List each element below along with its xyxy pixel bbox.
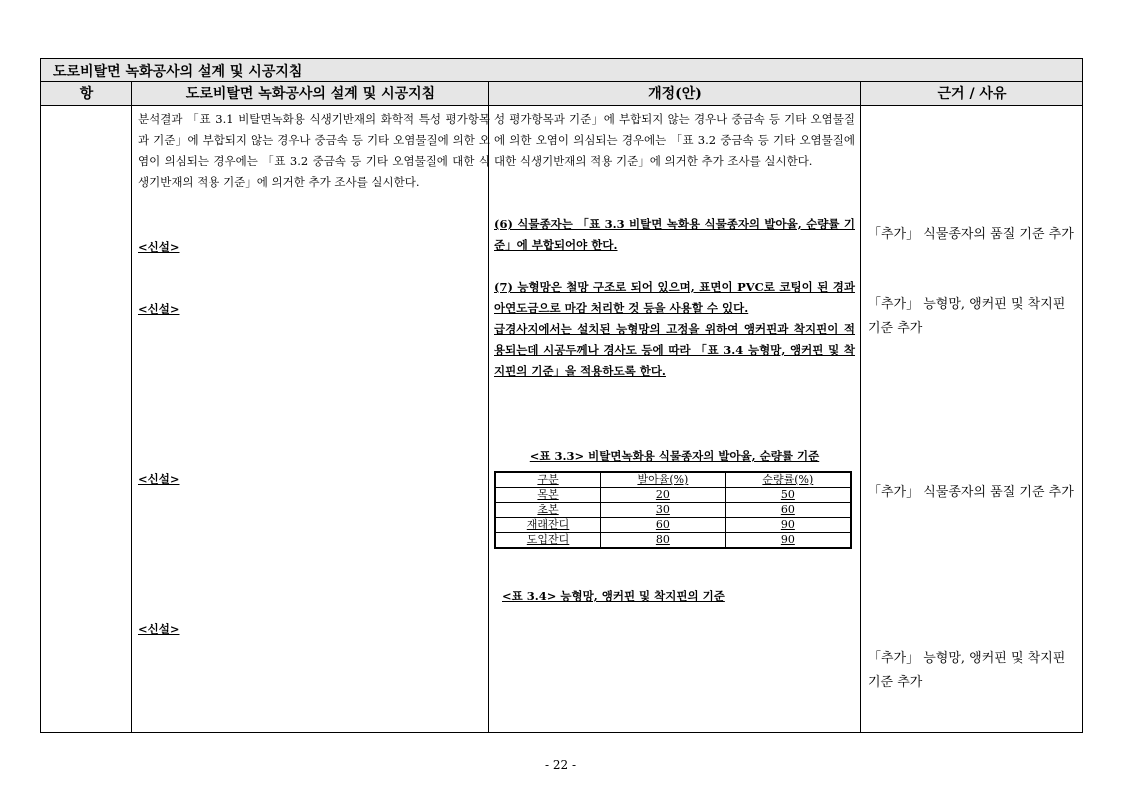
table-cell: 20	[601, 488, 726, 503]
table-cell: 도입잔디	[495, 533, 601, 549]
reason-text: 「추가」 능형망, 앵커핀 및 착지핀 기준 추가	[868, 297, 1066, 336]
table-3-3-title: <표 3.3> 비탈면녹화용 식물종자의 발아율, 순량률 기준	[529, 449, 820, 463]
table-cell: 50	[725, 488, 851, 503]
revision-table	[40, 58, 1083, 733]
reason-text: 「추가」 능형망, 앵커핀 및 착지핀 기준 추가	[868, 651, 1066, 690]
revision-item-6	[494, 214, 855, 256]
item-7-text: (7) 능형망은 철망 구조로 되어 있으며, 표면이 PVC로 코팅이 된 경과 아연도금으로 마감 처리한 것 등을 사용할 수 있다.	[494, 280, 855, 315]
table-3-4	[494, 586, 855, 607]
revision-item-7	[494, 277, 855, 382]
table-cell: 초본	[495, 503, 601, 518]
table-cell: 80	[601, 533, 726, 549]
revision-column	[494, 109, 855, 172]
table-caption: 도로비탈면 녹화공사의 설계 및 시공지침	[41, 59, 1082, 82]
seed-standard-table	[494, 471, 852, 549]
revision-paragraph: 성 평가항목과 기준」에 부합되지 않는 경우나 중금속 등 기타 오염물질에 의한 오염이 의심되는 경우에는 「표 3.2 중금속 등 기타 오염물질에 대한 식생기반재의 적용 기준」에 의거한 추가 조사를 실시한다.	[494, 112, 855, 168]
table-row	[495, 472, 851, 488]
item-7-anchor-text: 급경사지에서는 설치된 능형망의 고정을 위하여 앵커핀과 착지핀이 적용되는데 시공두께나 경사도 등에 따라 「표 3.4 능형망, 앵커핀 및 착지핀의 기준」을 적용하도록 한다.	[494, 322, 855, 378]
table-header-cell: 발아율(%)	[601, 472, 726, 488]
table-row	[495, 518, 851, 533]
header-item: 항	[79, 86, 94, 102]
column-divider	[860, 82, 861, 732]
header-revision: 개정(안)	[648, 86, 702, 102]
table-3-4-title: <표 3.4> 능형망, 앵커핀 및 착지핀의 기준	[502, 589, 725, 603]
table-cell: 목본	[495, 488, 601, 503]
table-row	[495, 488, 851, 503]
new-mark: <신설>	[138, 472, 180, 486]
new-mark: <신설>	[138, 240, 180, 254]
table-cell: 90	[725, 518, 851, 533]
page-number: - 22 -	[544, 758, 576, 772]
table-cell: 재래잔디	[495, 518, 601, 533]
new-mark: <신설>	[138, 622, 180, 636]
table-3-3	[494, 446, 855, 546]
table-cell: 90	[725, 533, 851, 549]
table-cell: 60	[601, 518, 726, 533]
table-header-cell: 순량률(%)	[725, 472, 851, 488]
column-divider	[131, 82, 132, 732]
original-paragraph: 분석결과 「표 3.1 비탈면녹화용 식생기반재의 화학적 특성 평가항목과 기준」에 부합되지 않는 경우나 중금속 등 기타 오염물질에 의한 오염이 의심되는 경우에는 「표 3.2 중금속 등 기타 오염물질에 대한 식생기반재의 적용 기준」에 의거한 추가 조사를 실시한다.	[138, 112, 490, 189]
reason-text: 「추가」 식물종자의 품질 기준 추가	[868, 485, 1074, 500]
table-row	[495, 533, 851, 549]
table-cell: 30	[601, 503, 726, 518]
item-6-text: (6) 식물종자는 「표 3.3 비탈면 녹화용 식물종자의 발아율, 순량률 기준」에 부합되어야 한다.	[494, 217, 855, 252]
reason-text: 「추가」 식물종자의 품질 기준 추가	[868, 227, 1074, 242]
header-original: 도로비탈면 녹화공사의 설계 및 시공지침	[185, 86, 436, 102]
new-mark: <신설>	[138, 302, 180, 316]
table-cell: 60	[725, 503, 851, 518]
header-reason: 근거 / 사유	[937, 86, 1007, 102]
table-header-cell: 구분	[495, 472, 601, 488]
original-column	[138, 109, 490, 193]
table-row	[495, 503, 851, 518]
table-header-row	[41, 82, 1082, 106]
